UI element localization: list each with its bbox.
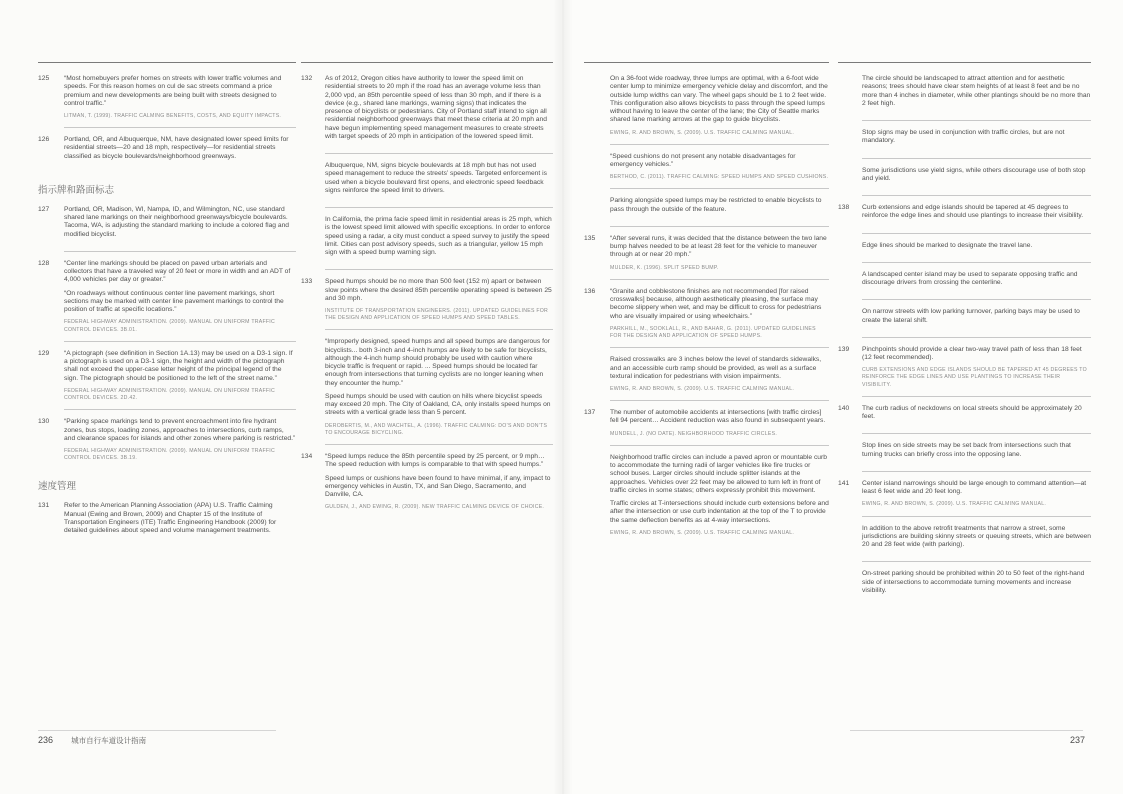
note-number <box>838 525 862 555</box>
note-body <box>64 136 296 166</box>
note-entry <box>584 153 829 182</box>
note-body <box>64 206 296 244</box>
note-citation: BERTHOD, C. (2011). TRAFFIC CALMING: SPEED HUMPS AND SPEED CUSHIONS. <box>610 174 829 181</box>
note-citation: DEROBERTIS, M., AND WACHTEL, A. (1996). TRAFFIC CALMING: DO’S AND DON’TS TO ENCOURAGE BICYCLING. <box>325 422 548 436</box>
note-body <box>325 453 553 511</box>
entry-divider <box>862 433 1091 434</box>
note-entry <box>838 480 1091 509</box>
note-entry <box>301 75 553 146</box>
note-entry <box>838 75 1091 113</box>
note-paragraph: Some jurisdictions use yield signs, while others discourage use of both stop and yield. <box>862 166 1086 182</box>
note-number: 140 <box>838 404 850 412</box>
note-paragraph: As of 2012, Oregon cities have authority to lower the speed limit on residential streets to 20 mph if the road has an average volume less than 2,000 vpd, an 85th percentile speed of less than 30 mph, and if there is a device (e.g., shared lane markings, warning signs) that indicates the presence of bicyclists or pedestrians. City of Portland staff intend to sign all residential neighborhood greenways that meet these criteria at 20 mph and have begun implementing speed management measures to create streets with target speeds of 20 mph in anticipation of the lowered speed limit. <box>325 75 547 140</box>
note-entry <box>838 129 1091 151</box>
note-body <box>862 242 1091 255</box>
note-entry <box>38 418 296 462</box>
note-entry <box>584 409 829 438</box>
note-citation: FEDERAL HIGHWAY ADMINISTRATION. (2009). MANUAL ON UNIFORM TRAFFIC CONTROL DEVICES. 3B.19. <box>64 448 275 462</box>
entry-divider <box>862 471 1091 472</box>
note-number: 133 <box>301 278 313 286</box>
entry-divider <box>610 347 829 348</box>
note-entry <box>838 570 1091 600</box>
note-paragraph: Parking alongside speed lumps may be restricted to enable bicyclists to pass through the outside of the feature. <box>610 197 822 213</box>
note-entry <box>838 346 1091 389</box>
footer-rule <box>38 730 276 731</box>
entry-divider <box>862 158 1091 159</box>
note-number: 127 <box>38 205 50 213</box>
section-heading: 速度管理 <box>38 481 77 493</box>
note-body <box>862 75 1091 113</box>
note-body <box>862 480 1091 509</box>
note-body <box>862 405 1091 427</box>
note-citation: PARKHILL, M., SOOKLALL, R., AND BAHAR, G. (2011). UPDATED GUIDELINES FOR THE DESIGN AND APPLICATION OF SPEED HUMPS. <box>610 325 816 340</box>
note-paragraph: On narrow streets with low parking turnover, parking bays may be used to create the lateral shift. <box>862 308 1080 324</box>
note-number <box>301 338 325 437</box>
entry-divider <box>862 195 1091 196</box>
note-number: 137 <box>584 409 596 417</box>
note-entry <box>38 350 296 402</box>
note-number <box>838 308 862 330</box>
note-entry <box>301 216 553 262</box>
note-number <box>301 216 325 262</box>
note-number <box>584 197 610 219</box>
note-number: 136 <box>584 287 596 295</box>
note-paragraph: Curb extensions and edge islands should be tapered at 45 degrees to reinforce the edge lines and should use plantings to increase their visibility. <box>862 204 1084 220</box>
note-body <box>64 350 296 402</box>
note-number <box>584 75 610 137</box>
note-paragraph: The curb radius of neckdowns on local streets should be approximately 20 feet. <box>862 404 1082 421</box>
note-body <box>862 129 1091 151</box>
entry-divider <box>610 226 829 227</box>
note-entry <box>38 502 296 540</box>
note-body <box>64 502 296 540</box>
note-entry <box>301 453 553 511</box>
note-paragraph: In addition to the above retrofit treatments that narrow a street, some jurisdictions are building skinny streets or queuing streets, which are between 20 and 28 feet wide (with parking). <box>862 524 1091 549</box>
entry-divider <box>64 251 296 252</box>
note-number <box>838 129 862 151</box>
entry-divider <box>610 400 829 401</box>
note-body <box>862 308 1091 330</box>
entry-divider <box>862 516 1091 517</box>
note-paragraph: “Speed cushions do not present any notable disadvantages for emergency vehicles.” <box>610 152 796 168</box>
note-body <box>325 75 553 146</box>
note-body <box>64 418 296 462</box>
note-citation: MUNDELL, J. (NO DATE). NEIGHBORHOOD TRAFFIC CIRCLES. <box>610 430 778 437</box>
note-body <box>610 409 829 438</box>
section-heading: 指示牌和路面标志 <box>38 184 115 196</box>
entry-divider <box>610 445 829 446</box>
note-number <box>838 570 862 600</box>
note-citation: INSTITUTE OF TRANSPORTATION ENGINEERS. (2011). UPDATED GUIDELINES FOR THE DESIGN AND APPLICATION OF SPEED HUMPS AND SPEED TABLES. <box>325 308 549 322</box>
note-paragraph: Stop signs may be used in conjunction with traffic circles, but are not mandatory. <box>862 129 1065 145</box>
note-body <box>64 75 296 120</box>
note-entry <box>838 167 1091 189</box>
note-paragraph: “On roadways without continuous center line pavement markings, short sections may be marked with center line pavement markings to control the position of traffic at specific locations.” <box>64 289 284 314</box>
note-citation: GULDEN, J., AND EWING, R. (2009). NEW TRAFFIC CALMING DEVICE OF CHOICE. <box>325 504 545 511</box>
note-citation: FEDERAL HIGHWAY ADMINISTRATION. (2009). MANUAL ON UNIFORM TRAFFIC CONTROL DEVICES. 3B.01. <box>64 319 275 333</box>
entry-divider <box>862 396 1091 397</box>
note-entry <box>584 235 829 272</box>
note-body <box>862 442 1091 464</box>
note-entry <box>838 271 1091 293</box>
note-paragraph: “Parking space markings tend to prevent encroachment into fire hydrant zones, bus stops, loading zones, approaches to intersections, curb ramps, and clearance spaces for islands and other zones where parking is restricted.” <box>64 418 296 442</box>
note-body <box>862 204 1091 226</box>
note-paragraph: Raised crosswalks are 3 inches below the level of standards sidewalks, and an accessible curb ramp should be provided, as well as a surface textural indication for pedestrians with vision impairments. <box>610 356 822 380</box>
note-body <box>325 338 553 437</box>
note-paragraph: Neighborhood traffic circles can include a paved apron or mountable curb to accommodate the turning radii of larger vehicles like fire trucks or school buses. Larger circles should include splitter islands at the approaches. Vehicles over 22 feet may be allowed to turn left in front of traffic circles in some states; others expressly prohibit this movement. <box>610 453 827 494</box>
note-entry <box>838 308 1091 330</box>
right-column-1 <box>584 62 829 537</box>
left-column-1 <box>38 62 296 540</box>
note-body <box>610 356 829 393</box>
note-entry <box>584 197 829 219</box>
left-page-footer <box>38 735 146 746</box>
entry-divider <box>862 299 1091 300</box>
entry-divider <box>64 127 296 128</box>
note-number: 125 <box>38 75 50 82</box>
note-paragraph: “Granite and cobblestone finishes are not recommended [for raised crosswalks] because, although aesthetically pleasing, the surface may become slippery when wet, and may be difficult to cross for pedestrians who are visually impaired or using wheelchairs.” <box>610 287 822 320</box>
right-column-2 <box>838 62 1091 600</box>
note-entry <box>301 278 553 322</box>
entry-divider <box>862 120 1091 121</box>
note-citation: EWING, R. AND BROWN, S. (2009). U.S. TRAFFIC CALMING MANUAL. <box>862 501 1047 508</box>
entry-divider <box>610 144 829 145</box>
note-paragraph: Edge lines should be marked to designate the travel lane. <box>862 241 1033 249</box>
note-entry <box>838 405 1091 427</box>
note-paragraph: In California, the prima facie speed limit in residential areas is 25 mph, which is the lowest speed limit allowed with specific exceptions. In order to enforce speed using a radar, a city must conduct a speed survey to justify the speed limit. Cities can post advisory speeds, such as a triangular, yellow 15 mph sign with a speed bump warning sign. <box>325 216 552 256</box>
note-entry <box>301 338 553 437</box>
note-entry <box>838 442 1091 464</box>
note-entry <box>584 454 829 537</box>
note-number <box>584 356 610 393</box>
note-body <box>610 153 829 182</box>
note-number: 138 <box>838 204 850 211</box>
page-gutter <box>553 0 573 794</box>
note-paragraph: Refer to the American Planning Association (APA) U.S. Traffic Calming Manual (Ewing and Brown, 2009) and Chapter 15 of the Institute of Transportation Engineers (ITE) Traffic Engineering Handbook (2009) for detailed guidelines about speed and volume management treatments. <box>64 502 277 535</box>
entry-divider <box>64 341 296 342</box>
right-page-number: 237 <box>1069 735 1085 745</box>
running-title: 城市自行车道设计指南 <box>71 736 147 745</box>
entry-divider <box>862 561 1091 562</box>
note-citation: EWING, R. AND BROWN, S. (2009). U.S. TRAFFIC CALMING MANUAL. <box>610 129 795 136</box>
note-number: 132 <box>301 75 313 82</box>
note-body <box>325 216 553 262</box>
note-paragraph: A landscaped center island may be used to separate opposing traffic and discourage drivers from crossing the centerline. <box>862 270 1078 286</box>
note-number <box>301 162 325 200</box>
entry-divider <box>325 444 553 445</box>
note-paragraph: Stop lines on side streets may be set back from intersections such that turning trucks can briefly cross into the opposing lane. <box>862 442 1071 458</box>
note-paragraph: “Most homebuyers prefer homes on streets with lower traffic volumes and speeds. For this reason homes on cul de sac streets command a price premium and new developments are being built with streets designed to control traffic.” <box>64 75 282 107</box>
note-citation: MULDER, K. (1996). SPLIT SPEED BUMP. <box>610 264 719 271</box>
note-body <box>610 454 829 537</box>
entry-divider <box>610 279 829 280</box>
note-number: 141 <box>838 479 850 487</box>
note-paragraph: Portland, OR, Madison, WI, Nampa, ID, and Wilmington, NC, use standard shared lane markings on their neighborhood greenways/bicycle boulevards. Tacoma, WA, is adjusting the standard marking to include a colored flag and modified bicyclist. <box>64 205 290 238</box>
note-paragraph: “Center line markings should be placed on paved urban arterials and collectors that have a traveled way of 20 feet or more in width and an ADT of 4,000 vehicles per day or greater.” <box>64 259 291 284</box>
note-number: 135 <box>584 234 596 242</box>
note-body <box>862 271 1091 293</box>
footer-rule <box>850 730 1083 731</box>
note-entry <box>38 260 296 334</box>
note-number: 128 <box>38 259 50 267</box>
note-body <box>610 75 829 137</box>
section-spacer <box>38 462 296 476</box>
note-paragraph: Speed humps should be no more than 500 feet (152 m) apart or between slow points where the desired 85th percentile operating speed is between 25 and 30 mph. <box>325 278 552 302</box>
entry-divider <box>64 409 296 410</box>
note-number <box>838 167 862 189</box>
note-paragraph: Center island narrowings should be large enough to command attention—at least 6 feet wide and 20 feet long. <box>862 479 1087 496</box>
left-page-number: 236 <box>38 735 54 745</box>
note-citation: LITMAN, T. (1999). TRAFFIC CALMING BENEFITS, COSTS, AND EQUITY IMPACTS. <box>64 113 282 119</box>
note-body <box>862 570 1091 600</box>
note-citation: FEDERAL HIGHWAY ADMINISTRATION. (2009). MANUAL ON UNIFORM TRAFFIC CONTROL DEVICES. 2D.42. <box>64 387 275 402</box>
note-entry <box>38 136 296 166</box>
note-paragraph: The number of automobile accidents at intersections [with traffic circles] fell 94 percent… Accident reduction was also found in subsequent years. <box>610 409 826 425</box>
note-body <box>610 288 829 340</box>
note-paragraph: Pinchpoints should provide a clear two-way travel path of less than 18 feet (12 feet recommended). <box>862 345 1082 361</box>
note-number: 134 <box>301 453 313 461</box>
note-paragraph: “After several runs, it was decided that the distance between the two lane bump halves needed to be at least 28 feet for the vehicle to maneuver through at or near 20 mph.” <box>610 234 827 259</box>
note-paragraph: On-street parking should be prohibited within 20 to 50 feet of the right-hand side of intersections to accommodate turning movements and increase visibility. <box>862 570 1085 594</box>
entry-divider <box>325 269 553 270</box>
note-number: 139 <box>838 345 850 353</box>
note-paragraph: Portland, OR, and Albuquerque, NM, have designated lower speed limits for residential streets—20 and 18 mph, respectively—for residential streets classified as bicycle boulevards/neighborhood greenways. <box>64 136 289 160</box>
note-number: 126 <box>38 136 50 144</box>
note-body <box>325 278 553 322</box>
note-number: 129 <box>38 349 50 357</box>
note-number: 131 <box>38 502 50 510</box>
note-body <box>862 346 1091 389</box>
note-entry <box>838 204 1091 226</box>
note-body <box>610 235 829 272</box>
note-paragraph: Speed lumps or cushions have been found to have minimal, if any, impact to emergency vehicles in Austin, TX, and San Diego, Sacramento, and Danville, CA. <box>325 474 551 499</box>
note-number <box>584 153 610 182</box>
note-citation: EWING, R. AND BROWN, S. (2009). U.S. TRAFFIC CALMING MANUAL. <box>610 386 795 393</box>
note-body <box>862 167 1091 189</box>
entry-divider <box>610 188 829 189</box>
note-entry <box>38 206 296 244</box>
note-body <box>64 260 296 334</box>
note-entry <box>301 162 553 200</box>
note-entry <box>584 288 829 340</box>
note-entry <box>584 356 829 393</box>
note-body <box>862 525 1091 555</box>
note-number <box>584 454 610 537</box>
note-number <box>838 442 862 464</box>
note-paragraph: Traffic circles at T-intersections should include curb extensions before and after the intersection or use curb indentation at the top of the T to provide the same deflection benefits as at 4-way intersections. <box>610 500 829 524</box>
entry-divider <box>862 233 1091 234</box>
entry-divider <box>862 337 1091 338</box>
entry-divider <box>325 207 553 208</box>
note-entry <box>838 242 1091 255</box>
entry-divider <box>325 153 553 154</box>
note-number <box>838 242 862 255</box>
note-paragraph: “A pictograph (see definition in Section 1A.13) may be used on a D3-1 sign. If a pictograph is used on a D3-1 sign, the height and width of the pictograph shall not exceed the upper-case letter height of the principal legend of the sign. The pictograph should be positioned to the left of the street name.” <box>64 349 293 382</box>
note-paragraph: Speed humps should be used with caution on hills where bicyclist speeds may exceed 20 mph. The City of Oakland, CA, only installs speed humps on streets with a vertical grade less than 5 percent. <box>325 392 551 417</box>
note-paragraph: Albuquerque, NM, signs bicycle boulevards at 18 mph but has not used speed management to reduce the streets’ speeds. Targeted enforcement is used when a bicycle boulevard first opens, and electronic speed feedback signs reinforce the speed limit to drivers. <box>325 162 547 194</box>
note-body <box>610 197 829 219</box>
note-entry <box>838 525 1091 555</box>
note-paragraph: “Speed lumps reduce the 85th percentile speed by 25 percent, or 9 mph… The speed reduction with lumps is comparable to that with speed humps.” <box>325 453 545 469</box>
note-paragraph: On a 36-foot wide roadway, three lumps are optimal, with a 6-foot wide center lump to minimize emergency vehicle delay and discomfort, and the outside lump widths can vary. The wheel gaps should be 1 to 2 feet wide. This configuration also allows bicyclists to pass through the speed lumps without having to leave the center of the lane; the City of Seattle marks shared lane marking arrows at the gap to guide bicyclists. <box>610 75 828 124</box>
note-paragraph: The circle should be landscaped to attract attention and for aesthetic reasons; trees should have clear stem heights of at least 8 feet and be no more than 4 inches in diameter, while other plantings should be no more than 2 feet high. <box>862 75 1091 107</box>
note-entry <box>584 75 829 137</box>
entry-divider <box>862 262 1091 263</box>
entry-divider <box>325 329 553 330</box>
note-citation: CURB EXTENSIONS AND EDGE ISLANDS SHOULD BE TAPERED AT 45 DEGREES TO REINFORCE THE EDGE LINES AND USE PLANTINGS TO INCREASE THEIR VISIBILITY. <box>862 367 1087 388</box>
note-body <box>325 162 553 200</box>
section-spacer <box>38 166 296 180</box>
note-citation: EWING, R. AND BROWN, S. (2009). U.S. TRAFFIC CALMING MANUAL. <box>610 529 795 536</box>
note-number <box>838 271 862 293</box>
note-number <box>838 75 862 113</box>
left-column-2 <box>301 62 553 512</box>
note-entry <box>38 75 296 120</box>
note-paragraph: “Improperly designed, speed humps and all speed bumps are dangerous for bicyclists... both 3-inch and 4-inch humps are likely to be safe for bicyclists, although the 4-inch hump should probably be used with caution where bicycle traffic is frequent or rapid. ... Speed humps should be located far enough from intersections that turning cyclists are no longer leaning when they encounter the hump.” <box>325 338 550 387</box>
note-number: 130 <box>38 418 50 426</box>
